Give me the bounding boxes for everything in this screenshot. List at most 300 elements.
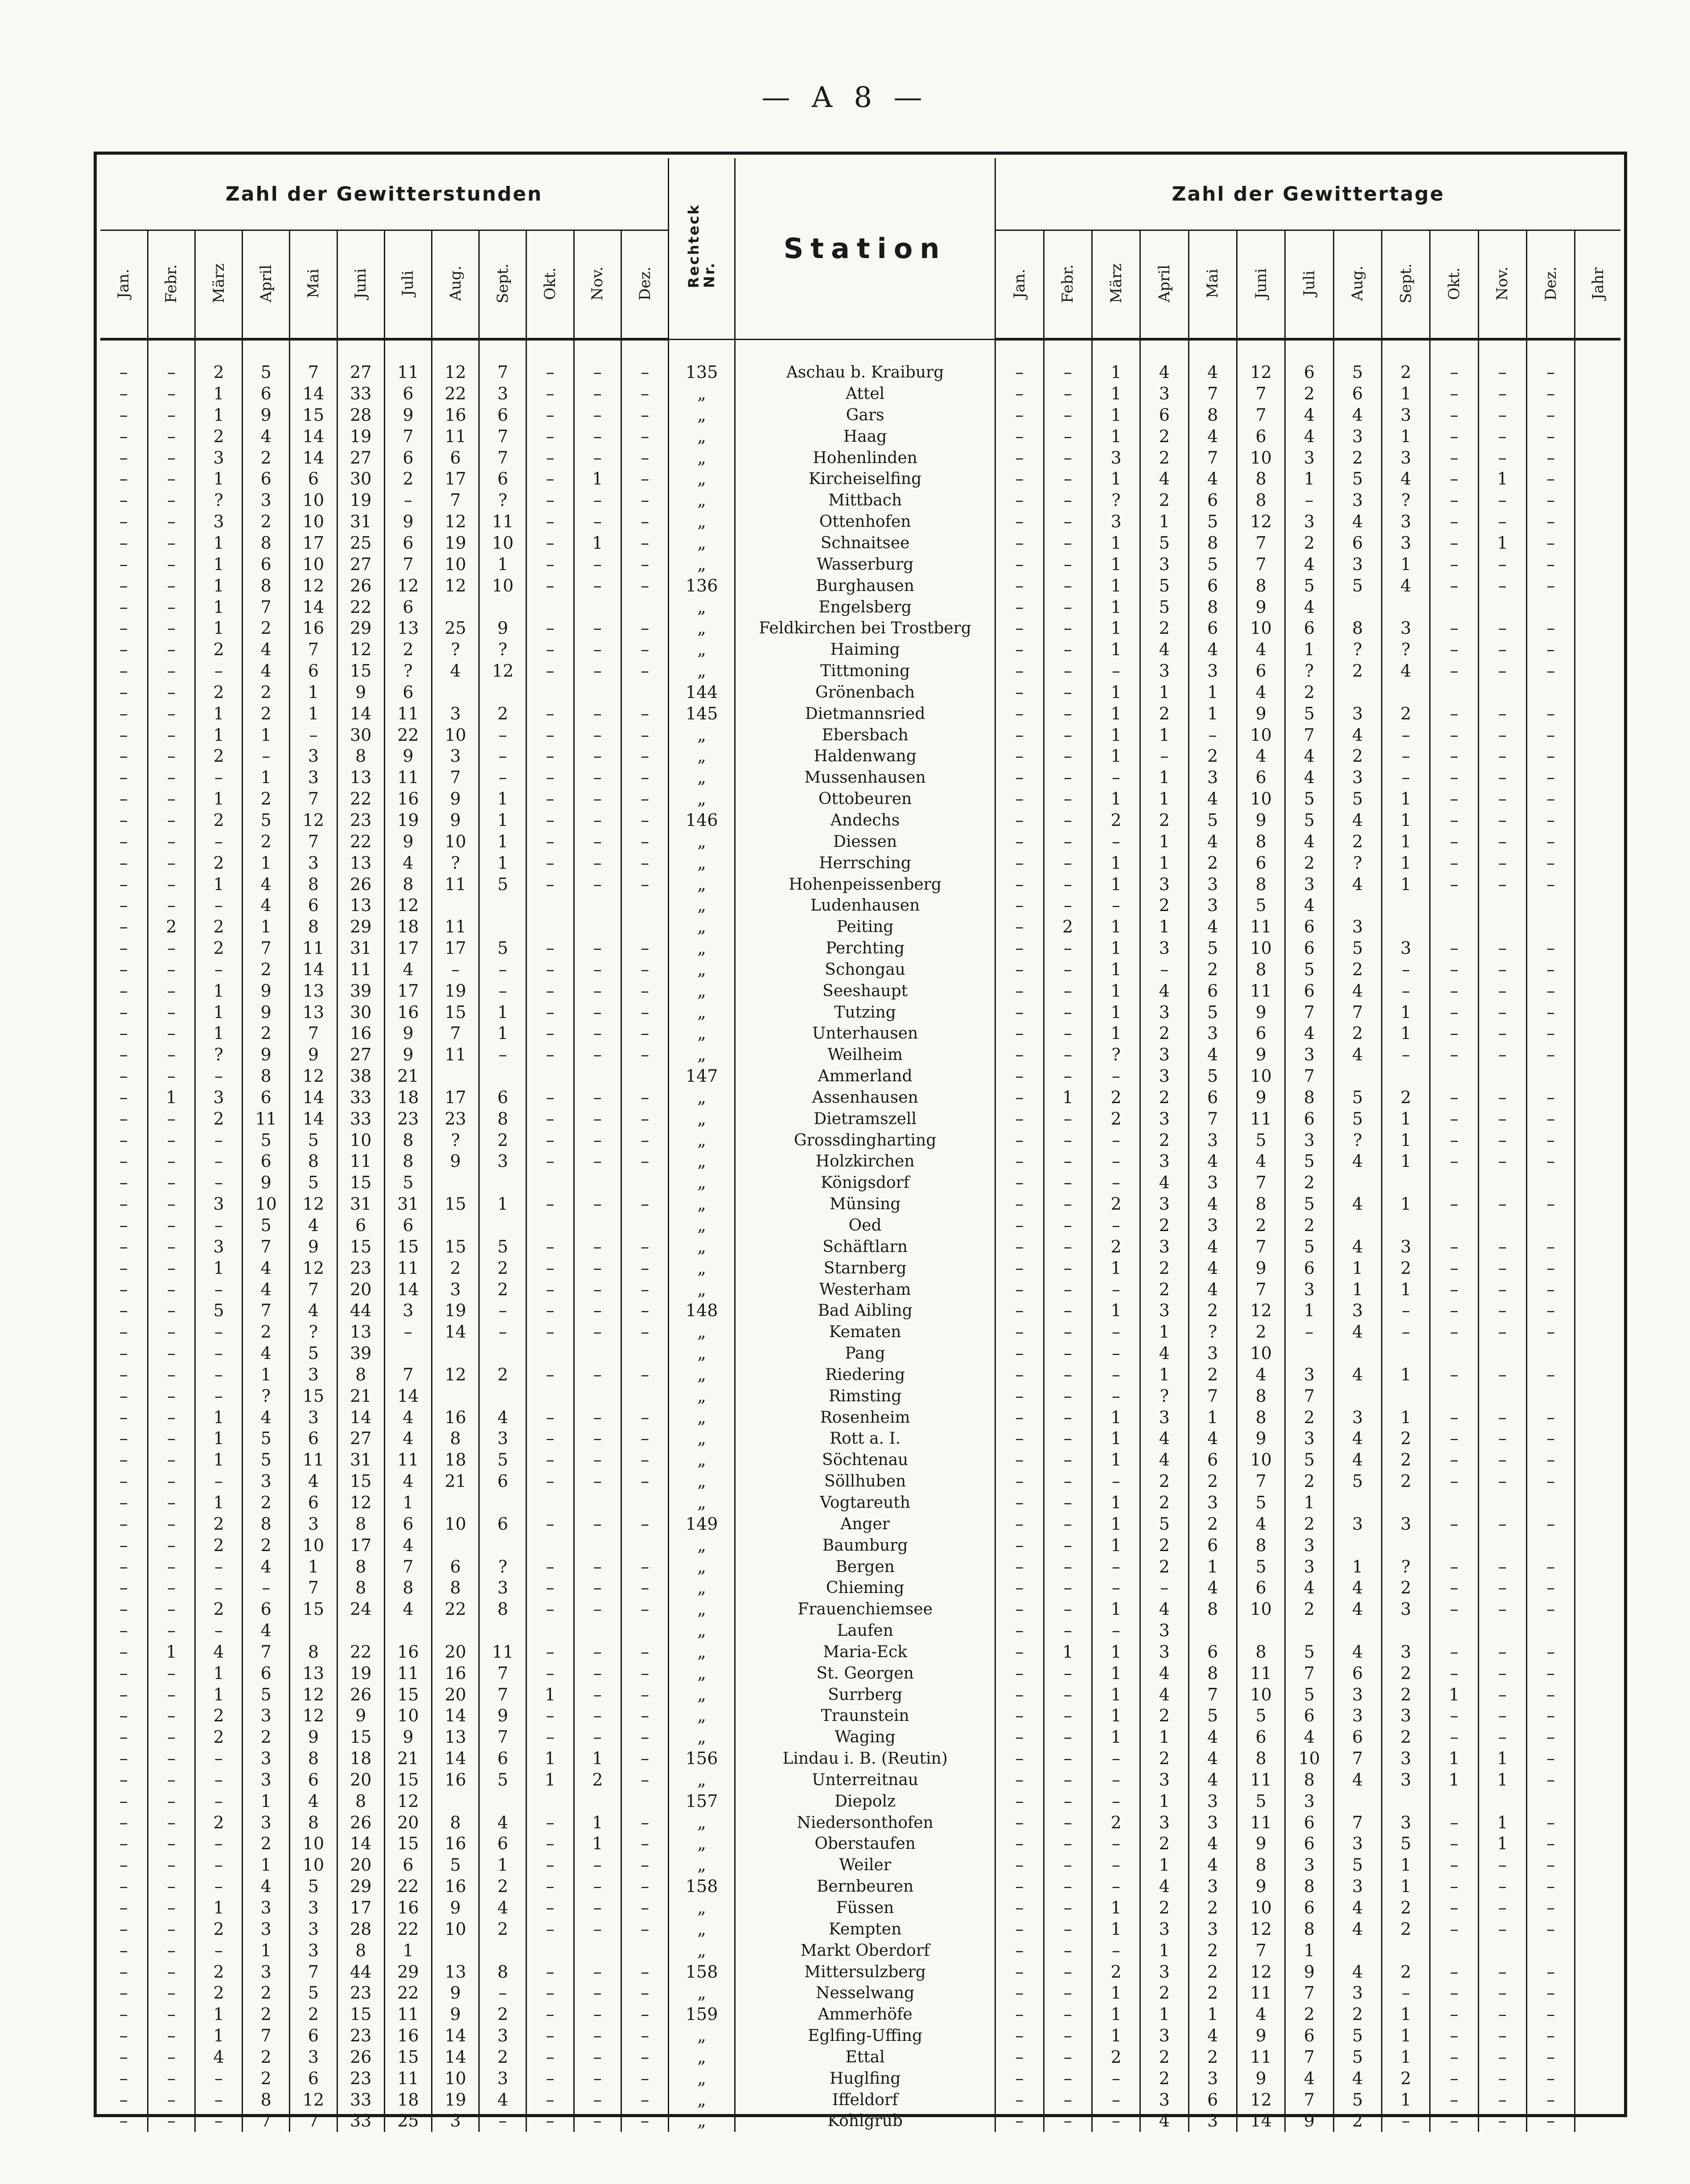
hours-cell: –	[119, 917, 128, 937]
hours-cell: –	[574, 1471, 621, 1492]
hours-cell: 8	[290, 1748, 337, 1769]
hours-cell: –	[574, 1428, 621, 1449]
days-cell: –	[1044, 831, 1092, 852]
days-cell: –	[1478, 1918, 1526, 1940]
year-cell	[1575, 1535, 1620, 1556]
hours-cell: 9	[384, 746, 432, 767]
hours-cell: 6	[290, 1769, 337, 1791]
days-cell: 4	[1140, 468, 1188, 490]
year-cell	[1575, 1492, 1620, 1514]
days-cell: –	[1430, 533, 1478, 554]
days-cell: –	[995, 554, 1044, 575]
hours-cell: –	[574, 1108, 621, 1129]
table-row	[100, 1535, 1620, 1556]
hours-cell: 12	[290, 2089, 337, 2110]
days-cell: 3	[1382, 1513, 1430, 1535]
hours-cell: –	[574, 405, 621, 426]
days-cell: 1	[1285, 639, 1333, 661]
hours-cell: 4	[243, 1257, 290, 1279]
days-cell: –	[1092, 1876, 1140, 1897]
table-row	[100, 1833, 1620, 1855]
days-cell: –	[995, 767, 1044, 788]
hours-cell: 8	[243, 2089, 290, 2110]
hours-cell: 2	[290, 2004, 337, 2025]
hours-cell: –	[119, 1578, 128, 1598]
hours-cell: 6	[479, 405, 526, 426]
days-cell: 4	[1188, 426, 1237, 447]
days-cell: 4	[1333, 1897, 1382, 1919]
year-cell	[1575, 1641, 1620, 1663]
days-cell: 3	[1285, 511, 1333, 533]
hours-cell: –	[574, 2004, 621, 2025]
station-name: Kircheiselfing	[735, 468, 995, 490]
hours-cell: 12	[432, 511, 479, 533]
station-name: Westerham	[735, 1279, 995, 1300]
days-cell: –	[1044, 661, 1092, 682]
days-cell	[1478, 1215, 1526, 1236]
days-cell: 4	[1237, 746, 1285, 767]
days-cell: –	[1526, 980, 1575, 1002]
hours-cell: 15	[337, 1727, 384, 1748]
rechteck-nr-cell: 135	[669, 362, 735, 383]
days-cell: –	[1526, 810, 1575, 831]
rechteck-nr-cell: „	[669, 1833, 735, 1855]
hours-cell: –	[526, 1556, 574, 1577]
hours-cell	[574, 1535, 621, 1556]
days-cell: –	[1382, 2110, 1430, 2132]
hours-cell: –	[574, 2089, 621, 2110]
table-row	[100, 1513, 1620, 1535]
days-cell: –	[1526, 1577, 1575, 1599]
days-cell: 6	[1285, 1897, 1333, 1919]
days-cell: 10	[1237, 1343, 1285, 1364]
hours-cell: –	[119, 1919, 128, 1939]
days-cell: –	[1478, 426, 1526, 447]
hours-cell: 2	[195, 1918, 242, 1940]
days-cell: 3	[1285, 1428, 1333, 1449]
hours-cell: –	[195, 1385, 242, 1407]
days-cell: –	[1430, 468, 1478, 490]
days-cell: –	[1044, 1855, 1092, 1876]
days-cell: 3	[1188, 1876, 1237, 1897]
days-cell: 2	[1285, 852, 1333, 874]
days-cell: ?	[1333, 639, 1382, 661]
station-name: Starnberg	[735, 1257, 995, 1279]
days-cell: 5	[1188, 554, 1237, 575]
hours-cell: –	[526, 1151, 574, 1172]
days-cell: –	[1478, 1641, 1526, 1663]
year-cell	[1575, 1194, 1620, 1215]
hours-cell: –	[526, 405, 574, 426]
days-cell: –	[1044, 533, 1092, 554]
hours-cell: 13	[432, 1961, 479, 1983]
days-cell: 1	[1188, 2004, 1237, 2025]
days-cell: 4	[1188, 1236, 1237, 1257]
days-cell: –	[1430, 1513, 1478, 1535]
days-cell: 6	[1237, 1023, 1285, 1044]
days-cell: –	[1092, 2110, 1140, 2132]
days-cell: –	[1430, 1364, 1478, 1386]
days-cell: –	[1430, 1918, 1478, 1940]
station-name: Ammerhöfe	[735, 2004, 995, 2025]
station-name: Bad Aibling	[735, 1300, 995, 1322]
hours-cell: 2	[574, 1769, 621, 1791]
days-cell: –	[1092, 661, 1140, 682]
year-cell	[1575, 1322, 1620, 1343]
days-cell: 12	[1237, 511, 1285, 533]
hours-cell: 4	[290, 1790, 337, 1812]
hours-cell: 12	[290, 1705, 337, 1727]
days-cell: 2	[1333, 2004, 1382, 2025]
year-cell	[1575, 1876, 1620, 1897]
hours-month-header	[479, 230, 526, 340]
hours-cell: 1	[574, 1748, 621, 1769]
hours-cell: –	[479, 2110, 526, 2132]
days-cell: 3	[1140, 874, 1188, 895]
year-cell	[1575, 1769, 1620, 1791]
days-cell: –	[1526, 1023, 1575, 1044]
hours-cell: 5	[290, 1172, 337, 1194]
hours-cell: –	[574, 1129, 621, 1151]
hours-cell: 2	[195, 426, 242, 447]
hours-cell: 4	[243, 874, 290, 895]
hours-cell: 13	[337, 767, 384, 788]
days-cell: 1	[1382, 1876, 1430, 1897]
hours-cell: 14	[290, 1087, 337, 1108]
days-cell: 7	[1237, 1279, 1285, 1300]
days-cell: 1	[1140, 1940, 1188, 1961]
year-cell	[1575, 852, 1620, 874]
days-cell	[1333, 1172, 1382, 1194]
hours-cell: 4	[243, 1407, 290, 1428]
hours-cell: 26	[337, 1812, 384, 1833]
hours-cell: 5	[479, 1449, 526, 1471]
hours-cell: 27	[337, 554, 384, 575]
days-cell: 4	[1140, 1684, 1188, 1705]
year-cell	[1575, 1833, 1620, 1855]
station-name: Andechs	[735, 810, 995, 831]
days-cell: 5	[1285, 788, 1333, 810]
hours-cell: –	[148, 1108, 195, 1129]
hours-cell	[432, 1343, 479, 1364]
days-cell	[1382, 916, 1430, 938]
days-cell: 9	[1237, 2025, 1285, 2047]
days-cell: 2	[1333, 959, 1382, 980]
hours-cell	[574, 1066, 621, 1087]
hours-cell: –	[526, 938, 574, 959]
days-cell	[1526, 1940, 1575, 1961]
days-cell: 2	[1333, 661, 1382, 682]
days-cell: 2	[1333, 447, 1382, 468]
hours-cell: –	[195, 1343, 242, 1364]
hours-cell: 7	[243, 1641, 290, 1663]
hours-cell: 1	[195, 1663, 242, 1684]
hours-cell: 1	[574, 468, 621, 490]
table-row	[100, 1002, 1620, 1023]
days-cell: –	[1092, 1385, 1140, 1407]
days-cell: 4	[1285, 405, 1333, 426]
hours-cell: –	[119, 853, 128, 873]
days-cell: –	[1478, 1471, 1526, 1492]
hours-cell: –	[574, 661, 621, 682]
hours-cell	[479, 1492, 526, 1514]
days-cell: –	[1430, 1727, 1478, 1748]
days-cell: 1	[1092, 639, 1140, 661]
days-cell: –	[1526, 724, 1575, 746]
hours-cell: –	[119, 1492, 128, 1512]
hours-cell: –	[574, 1855, 621, 1876]
station-name: Baumburg	[735, 1535, 995, 1556]
hours-cell: –	[195, 831, 242, 852]
days-cell: 2	[1382, 1663, 1430, 1684]
days-cell: –	[1430, 554, 1478, 575]
days-cell: 3	[1333, 703, 1382, 724]
days-cell: 2	[1140, 895, 1188, 916]
hours-cell	[479, 1215, 526, 1236]
days-cell: 8	[1188, 1663, 1237, 1684]
days-cell: –	[995, 1727, 1044, 1748]
hours-cell: 1	[479, 1855, 526, 1876]
hours-cell	[574, 1343, 621, 1364]
days-cell: 8	[1285, 1918, 1333, 1940]
days-cell: 1	[1382, 1151, 1430, 1172]
hours-cell: 7	[243, 1300, 290, 1322]
days-cell: –	[1526, 490, 1575, 511]
days-cell: –	[1092, 1364, 1140, 1386]
days-cell: –	[995, 1918, 1044, 1940]
hours-cell: 4	[243, 1343, 290, 1364]
hours-cell: 1	[195, 383, 242, 405]
hours-cell: 9	[432, 788, 479, 810]
days-cell: –	[995, 383, 1044, 405]
rechteck-nr-cell: „	[669, 1940, 735, 1961]
days-cell: 1	[1092, 1257, 1140, 1279]
days-cell: 4	[1333, 1961, 1382, 1983]
days-cell: 3	[1333, 1983, 1382, 2004]
rechteck-nr-label: Nr.	[701, 262, 718, 288]
table-row	[100, 554, 1620, 575]
table-row	[100, 618, 1620, 639]
days-cell: –	[995, 661, 1044, 682]
hours-cell: 18	[384, 916, 432, 938]
hours-cell: 23	[337, 810, 384, 831]
hours-cell: 1	[479, 810, 526, 831]
table-row	[100, 639, 1620, 661]
hours-cell: 11	[384, 362, 432, 383]
hours-cell: 24	[337, 1599, 384, 1620]
days-cell: 3	[1140, 1236, 1188, 1257]
hours-cell: 1	[195, 1002, 242, 1023]
days-cell: –	[1478, 1876, 1526, 1897]
rechteck-nr-cell: „	[669, 1215, 735, 1236]
days-cell	[1382, 1790, 1430, 1812]
hours-cell: 3	[290, 1364, 337, 1386]
hours-cell: 33	[337, 383, 384, 405]
hours-cell: 14	[337, 1833, 384, 1855]
days-cell: –	[995, 575, 1044, 596]
days-cell: –	[1526, 1300, 1575, 1322]
station-name: Eglfing-Uffing	[735, 2025, 995, 2047]
rechteck-nr-cell: „	[669, 1620, 735, 1642]
days-cell: 3	[1188, 767, 1237, 788]
hours-cell: –	[148, 661, 195, 682]
days-cell: –	[1430, 703, 1478, 724]
hours-cell: 2	[195, 1705, 242, 1727]
days-cell: 6	[1188, 980, 1237, 1002]
hours-cell: –	[526, 1876, 574, 1897]
table-row	[100, 1897, 1620, 1919]
days-cell: –	[1044, 511, 1092, 533]
days-cell: 8	[1237, 831, 1285, 852]
rechteck-nr-cell: „	[669, 724, 735, 746]
hours-cell: 5	[479, 874, 526, 895]
rechteck-nr-cell: „	[669, 1918, 735, 1940]
hours-cell: –	[195, 1940, 242, 1961]
days-cell: –	[1478, 1897, 1526, 1919]
hours-cell: 1	[195, 1492, 242, 1514]
days-cell: 12	[1237, 2089, 1285, 2110]
hours-cell: 6	[290, 1428, 337, 1449]
days-month-header-label: Okt.	[1445, 267, 1463, 300]
days-cell: –	[1044, 2047, 1092, 2068]
hours-cell: 10	[290, 554, 337, 575]
days-cell	[1382, 596, 1430, 618]
hours-cell: –	[148, 2025, 195, 2047]
hours-cell: ?	[243, 1385, 290, 1407]
table-row	[100, 1705, 1620, 1727]
hours-cell	[479, 1066, 526, 1087]
days-cell: 11	[1237, 1983, 1285, 2004]
hours-cell: –	[148, 1535, 195, 1556]
days-cell	[1382, 1215, 1430, 1236]
days-cell	[1333, 1215, 1382, 1236]
hours-cell: 2	[243, 788, 290, 810]
year-cell	[1575, 1918, 1620, 1940]
hours-cell: 3	[195, 1236, 242, 1257]
hours-cell: –	[526, 852, 574, 874]
year-cell	[1575, 1257, 1620, 1279]
days-cell: –	[1526, 703, 1575, 724]
hours-cell: –	[290, 724, 337, 746]
hours-cell: 8	[384, 1577, 432, 1599]
days-cell: 2	[1140, 1257, 1188, 1279]
days-cell: 8	[1237, 1748, 1285, 1769]
hours-cell: –	[432, 959, 479, 980]
hours-cell: –	[148, 1172, 195, 1194]
table-row	[100, 362, 1620, 383]
hours-cell: –	[479, 959, 526, 980]
days-cell: 4	[1285, 767, 1333, 788]
hours-cell: 11	[290, 938, 337, 959]
hours-cell: 4	[384, 852, 432, 874]
days-cell: –	[1044, 1876, 1092, 1897]
days-cell: 1	[1092, 1918, 1140, 1940]
days-cell: 2	[1188, 852, 1237, 874]
days-cell	[1478, 1343, 1526, 1364]
station-name: Füssen	[735, 1897, 995, 1919]
days-month-header	[1237, 230, 1285, 340]
days-cell: 4	[1188, 1727, 1237, 1748]
hours-cell: –	[621, 2047, 668, 2068]
hours-cell: –	[621, 2068, 668, 2089]
hours-cell: –	[119, 2026, 128, 2046]
hours-cell: 1	[243, 1364, 290, 1386]
hours-cell: –	[621, 1897, 668, 1919]
hours-cell: 8	[337, 1790, 384, 1812]
hours-cell: –	[195, 1322, 242, 1343]
hours-cell: –	[621, 468, 668, 490]
hours-cell: 5	[290, 1983, 337, 2004]
days-cell: 7	[1333, 1748, 1382, 1769]
hours-cell: –	[148, 1279, 195, 1300]
days-cell	[1382, 682, 1430, 703]
hours-cell: –	[119, 746, 128, 766]
days-cell: –	[995, 1876, 1044, 1897]
station-name: Weiler	[735, 1855, 995, 1876]
days-cell: 6	[1188, 575, 1237, 596]
days-cell: –	[1430, 2068, 1478, 2089]
days-cell: 10	[1237, 1684, 1285, 1705]
days-cell: –	[1478, 1577, 1526, 1599]
days-cell: ?	[1092, 490, 1140, 511]
hours-month-header	[621, 230, 668, 340]
days-cell: –	[995, 1407, 1044, 1428]
days-cell: –	[1478, 575, 1526, 596]
hours-cell: –	[621, 1129, 668, 1151]
hours-cell: –	[119, 938, 128, 958]
hours-cell: 15	[384, 1684, 432, 1705]
hours-cell: –	[621, 639, 668, 661]
days-cell: –	[1430, 1556, 1478, 1577]
year-cell	[1575, 575, 1620, 596]
hours-cell: 8	[384, 1129, 432, 1151]
hours-cell: 5	[432, 1855, 479, 1876]
hours-cell: –	[526, 767, 574, 788]
station-name: Attel	[735, 383, 995, 405]
hours-cell	[621, 1385, 668, 1407]
station-name: Wasserburg	[735, 554, 995, 575]
hours-cell: –	[574, 1599, 621, 1620]
hours-month-header	[100, 230, 148, 340]
hours-cell: –	[526, 1428, 574, 1449]
days-cell: –	[1044, 1279, 1092, 1300]
hours-cell: –	[119, 2111, 128, 2131]
days-cell: 8	[1285, 1769, 1333, 1791]
days-cell: –	[1526, 1897, 1575, 1919]
hours-cell: 12	[290, 810, 337, 831]
days-cell: –	[1044, 1513, 1092, 1535]
days-cell: 1	[1092, 1513, 1140, 1535]
days-cell	[1333, 1343, 1382, 1364]
station-name: Diessen	[735, 831, 995, 852]
days-cell: –	[1478, 1599, 1526, 1620]
hours-cell: 3	[243, 1918, 290, 1940]
year-cell	[1575, 1855, 1620, 1876]
hours-cell	[526, 682, 574, 703]
year-cell	[1575, 1300, 1620, 1322]
hours-cell: –	[621, 1023, 668, 1044]
year-cell	[1575, 767, 1620, 788]
hours-cell: –	[526, 1023, 574, 1044]
rechteck-nr-cell: „	[669, 1407, 735, 1428]
station-name: Söchtenau	[735, 1449, 995, 1471]
days-cell	[1478, 1940, 1526, 1961]
hours-cell: 2	[195, 1535, 242, 1556]
hours-cell: 9	[243, 1044, 290, 1066]
table-row	[100, 1577, 1620, 1599]
days-cell: –	[1430, 1705, 1478, 1727]
hours-cell: 2	[243, 511, 290, 533]
